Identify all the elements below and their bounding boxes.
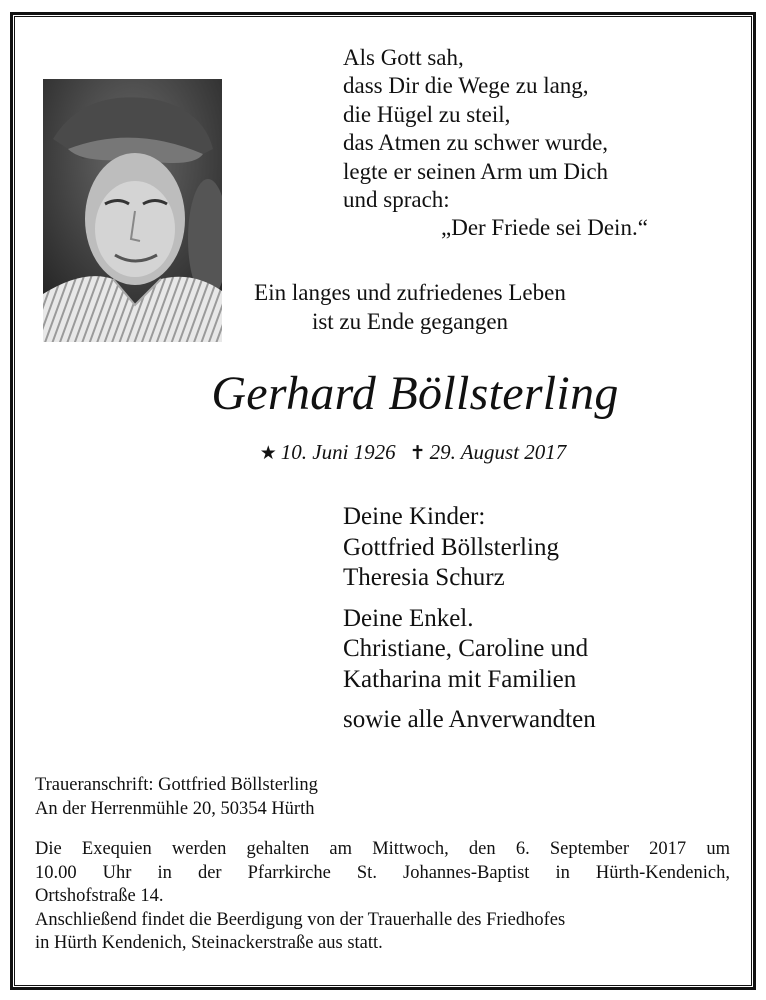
mourners: [343, 502, 596, 736]
poem-line: die Hügel zu steil,: [343, 101, 511, 127]
birth-date: 10. Juni 1926: [280, 440, 396, 464]
poem: [343, 44, 648, 243]
subtitle-line-2: ist zu Ende gegangen: [311, 309, 509, 334]
funeral-line-5: in Hürth Kendenich, Steinackerstraße aus statt.: [35, 933, 383, 953]
funeral-line-4: Anschließend findet die Beerdigung von der Trauerhalle des Friedhofes: [35, 909, 566, 930]
poem-line: und sprach:: [343, 187, 450, 213]
child-name: Gottfried Böllsterling: [343, 533, 559, 561]
poem-line: das Atmen zu schwer wurde,: [343, 130, 609, 156]
life-dates: [0, 440, 766, 465]
address-line-1: Traueranschrift: Gottfried Böllsterling: [35, 775, 318, 795]
poem-line: Als Gott sah,: [343, 45, 464, 70]
child-name: Theresia Schurz: [343, 564, 505, 591]
relatives: sowie alle Anverwandten: [343, 706, 596, 733]
grandchildren-heading: Deine Enkel.: [343, 604, 474, 632]
children-group: [343, 502, 596, 594]
children-heading: Deine Kinder:: [343, 503, 486, 530]
funeral-line-1: Die Exequien werden gehalten am Mittwoch, den 6. September 2017 um: [35, 839, 730, 859]
subtitle: [200, 278, 620, 336]
grandchild-names: Katharina mit Familien: [343, 665, 577, 693]
poem-line: legte er seinen Arm um Dich: [343, 158, 609, 184]
poem-line: dass Dir die Wege zu lang,: [343, 73, 589, 99]
deceased-name: Gerhard Böllsterling: [211, 367, 619, 420]
death-date: 29. August 2017: [429, 440, 567, 464]
poem-quote: „Der Friede sei Dein.“: [441, 215, 648, 241]
funeral-details: [35, 838, 730, 956]
grandchild-names: Christiane, Caroline und: [343, 635, 589, 662]
star-icon: ★: [259, 443, 277, 464]
funeral-line-3: Ortshofstraße 14.: [35, 886, 164, 906]
subtitle-line-1: Ein langes und zufriedenes Leben: [254, 280, 566, 305]
address-line-2: An der Herrenmühle 20, 50354 Hürth: [35, 798, 315, 819]
mourning-address: [35, 774, 318, 821]
funeral-line-2: 10.00 Uhr in der Pfarrkirche St. Johannes-Baptist in Hürth-Kendenich,: [35, 862, 730, 883]
portrait-photo: [43, 79, 222, 342]
cross-icon: ✝: [409, 443, 426, 464]
grandchildren-group: [343, 604, 596, 696]
